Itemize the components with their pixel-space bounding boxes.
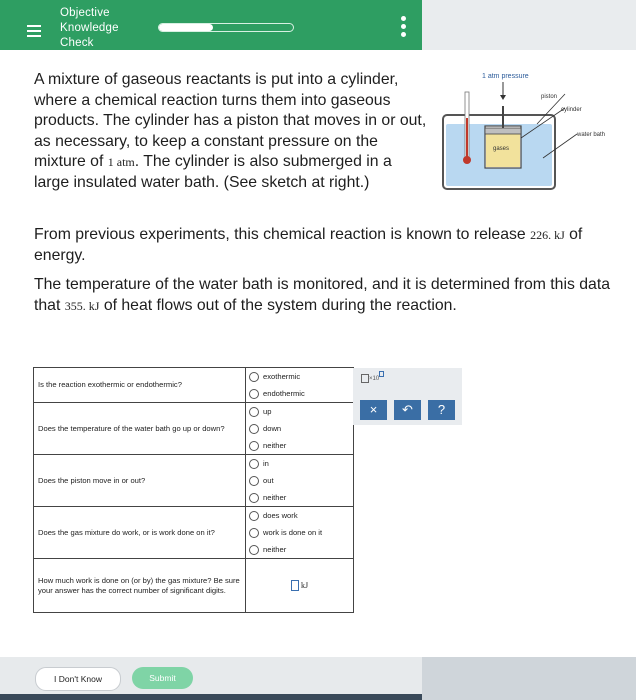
footer-strip	[0, 694, 422, 700]
radio-button[interactable]	[249, 476, 259, 486]
work-answer-cell	[246, 559, 354, 613]
question-text: Does the gas mixture do work, or is work done on it?	[34, 507, 246, 559]
question-table	[33, 367, 354, 613]
question-text: Does the piston move in or out?	[34, 455, 246, 507]
table-row	[34, 507, 354, 559]
answer-options	[246, 455, 354, 507]
work-answer-input[interactable]	[291, 580, 299, 591]
water-bath-label: water bath	[577, 132, 606, 138]
option-neither[interactable]: neither	[246, 437, 353, 454]
problem-paragraph-3: The temperature of the water bath is monitored, and it is determined from this data that 355. kJ of heat flows out of the system during the reaction.	[34, 276, 611, 314]
problem-paragraph-1: A mixture of gaseous reactants is put into a cylinder, where a chemical reaction turns them into gaseous products. The cylinder has a piston that moves in or out, as necessary, to keep a constant pressure on the mixture of 1 atm. The cylinder is also submerged in a large insulated water bath. (See sketch at right.)	[34, 71, 427, 191]
progress-fill	[159, 24, 213, 31]
option-endothermic[interactable]: endothermic	[246, 385, 353, 402]
cylinder-sketch	[437, 68, 621, 198]
question-text: Does the temperature of the water bath go up or down?	[34, 403, 246, 455]
radio-button[interactable]	[249, 441, 259, 451]
radio-button[interactable]	[249, 389, 259, 399]
option-exothermic[interactable]: exothermic	[246, 368, 353, 385]
option-down[interactable]: down	[246, 420, 353, 437]
header-right-panel	[422, 0, 636, 50]
piston	[485, 128, 521, 134]
undo-button[interactable]: ↶	[394, 400, 421, 420]
help-button[interactable]: ?	[428, 400, 455, 420]
option-neither[interactable]: neither	[246, 541, 353, 558]
objective-title: Objective Knowledge Check	[60, 7, 119, 49]
footer-right-panel	[422, 657, 636, 700]
scientific-notation-button[interactable]: ×10	[361, 374, 384, 383]
table-row	[34, 559, 354, 613]
problem-paragraph-2: From previous experiments, this chemical reaction is known to release 226. kJ of energy.	[34, 226, 583, 264]
radio-button[interactable]	[249, 372, 259, 382]
option-in[interactable]: in	[246, 455, 353, 472]
radio-button[interactable]	[249, 493, 259, 503]
gases-label: gases	[493, 146, 510, 152]
table-row	[34, 368, 354, 403]
radio-button[interactable]	[249, 407, 259, 417]
answer-options	[246, 368, 354, 403]
answer-options	[246, 507, 354, 559]
option-out[interactable]: out	[246, 472, 353, 489]
radio-button[interactable]	[249, 545, 259, 555]
question-text: How much work is done on (or by) the gas mixture? Be sure your answer has the correct number of significant digits.	[34, 559, 246, 613]
pressure-label: 1 atm pressure	[482, 73, 529, 80]
option-neither[interactable]: neither	[246, 489, 353, 506]
radio-button[interactable]	[249, 424, 259, 434]
cylinder-label: cylinder	[561, 107, 582, 113]
radio-button[interactable]	[249, 511, 259, 521]
answer-toolbar	[353, 368, 462, 425]
radio-button[interactable]	[249, 528, 259, 538]
option-up[interactable]: up	[246, 403, 353, 420]
answer-options	[246, 403, 354, 455]
question-text: Is the reaction exothermic or endothermic?	[34, 368, 246, 403]
i-dont-know-button[interactable]: I Don't Know	[35, 667, 121, 691]
radio-button[interactable]	[249, 459, 259, 469]
menu-icon[interactable]	[27, 25, 41, 40]
submit-button[interactable]: Submit	[132, 667, 193, 689]
progress-bar	[158, 23, 294, 32]
table-row	[34, 403, 354, 455]
option-does-work[interactable]: does work	[246, 507, 353, 524]
piston-label: piston	[541, 94, 558, 100]
option-work-done-on-it[interactable]: work is done on it	[246, 524, 353, 541]
unit-label: kJ	[300, 581, 309, 590]
table-row	[34, 455, 354, 507]
clear-button[interactable]: ×	[360, 400, 387, 420]
more-options-icon[interactable]	[401, 16, 407, 40]
